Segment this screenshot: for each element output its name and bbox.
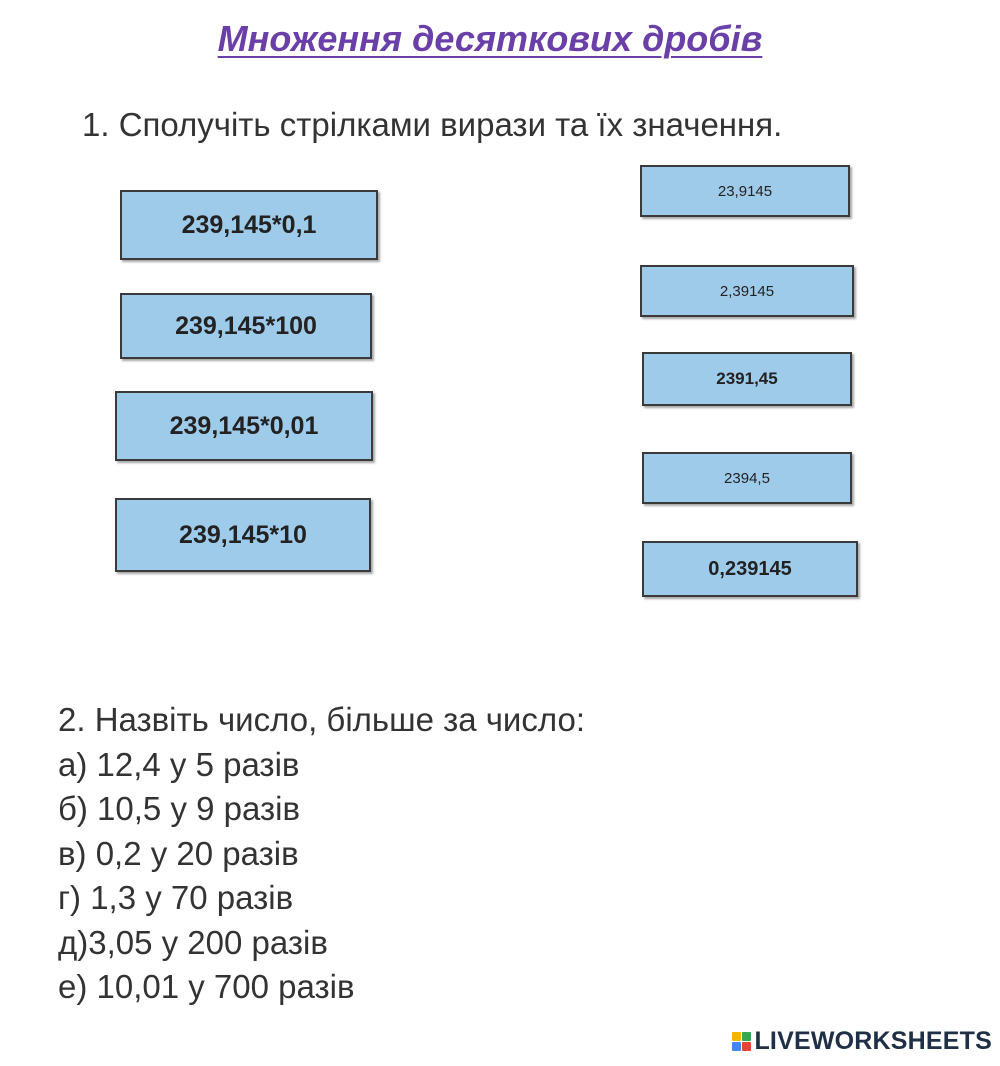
value-box[interactable]: 2394,5 bbox=[642, 452, 852, 504]
task2-section bbox=[58, 698, 585, 1010]
expression-box[interactable]: 239,145*10 bbox=[115, 498, 371, 572]
liveworksheets-logo bbox=[732, 1027, 992, 1056]
logo-grid-icon bbox=[732, 1032, 751, 1051]
value-box[interactable]: 2391,45 bbox=[642, 352, 852, 406]
expression-box[interactable]: 239,145*100 bbox=[120, 293, 372, 359]
task2-item: е) 10,01 у 700 разів bbox=[58, 968, 355, 1005]
value-box[interactable]: 23,9145 bbox=[640, 165, 850, 217]
logo-text: LIVEWORKSHEETS bbox=[754, 1027, 992, 1055]
page-title: Множення десяткових дробів bbox=[217, 18, 763, 59]
task2-item: д)3,05 у 200 разів bbox=[58, 923, 328, 961]
expression-box[interactable]: 239,145*0,1 bbox=[120, 190, 378, 260]
task1-heading: 1. Сполучіть стрілками вирази та їх значення. bbox=[82, 106, 783, 143]
task2-item: а) 12,4 у 5 разів bbox=[58, 745, 300, 783]
logo-square-icon bbox=[742, 1042, 751, 1051]
value-box[interactable]: 0,239145 bbox=[642, 541, 858, 597]
task2-heading: 2. Назвіть число, більше за число: bbox=[58, 701, 586, 738]
value-box[interactable]: 2,39145 bbox=[640, 265, 854, 317]
task2-item: в) 0,2 у 20 разів bbox=[58, 834, 299, 872]
logo-square-icon bbox=[732, 1042, 741, 1051]
logo-square-icon bbox=[732, 1032, 741, 1041]
logo-square-icon bbox=[742, 1032, 751, 1041]
expression-box[interactable]: 239,145*0,01 bbox=[115, 391, 373, 461]
task2-item: б) 10,5 у 9 разів bbox=[58, 790, 300, 827]
task2-item: г) 1,3 у 70 разів bbox=[58, 879, 294, 916]
